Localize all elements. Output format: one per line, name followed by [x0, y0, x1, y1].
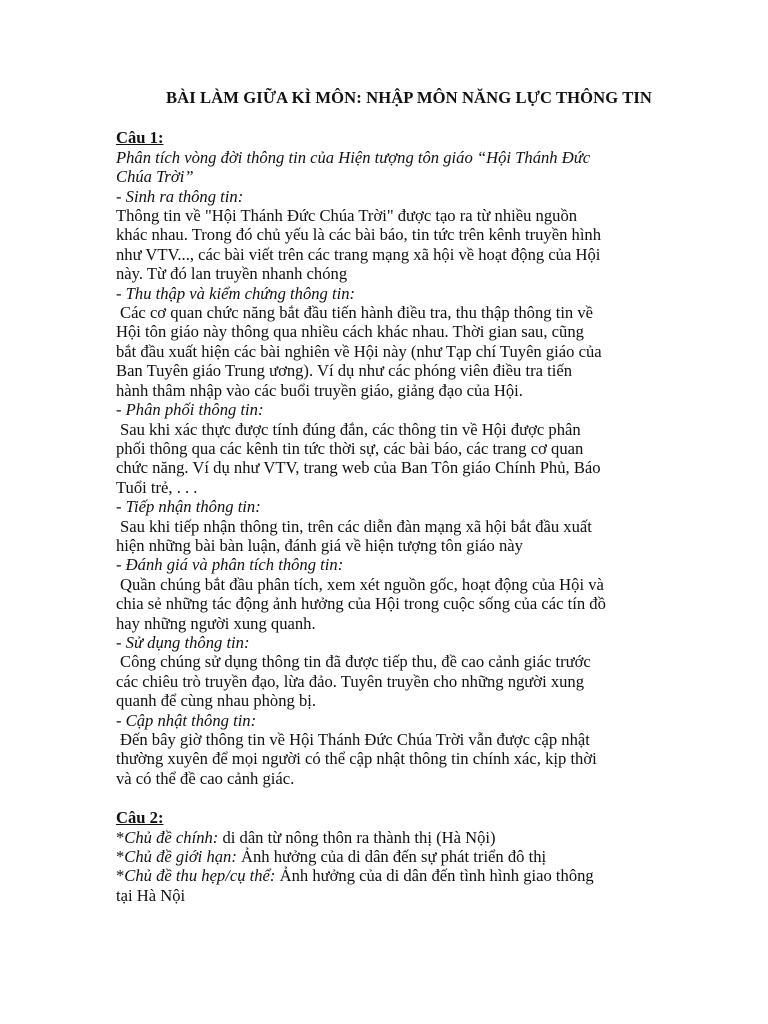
topic-line-main [116, 828, 672, 847]
paragraph-line: Sau khi tiếp nhận thông tin, trên các diễn đàn mạng xã hội bắt đầu xuất [120, 516, 592, 536]
paragraph-line: Ban Tuyên giáo Trung ương). Ví dụ như các phóng viên điều tra tiến [116, 361, 573, 381]
bullet-star: * [116, 827, 125, 847]
paragraph-line: chức năng. Ví dụ như VTV, trang web của Ban Tôn giáo Chính Phủ, Báo [116, 458, 601, 478]
paragraph-line: bắt đầu xuất hiện các bài nghiên về Hội này (như Tạp chí Tuyên giáo của [116, 341, 602, 361]
topic-text: Ảnh hưởng của di dân đến tình hình giao thông [275, 866, 594, 886]
paragraph-line: này. Từ đó lan truyền nhanh chóng [116, 264, 348, 284]
section-title: - Cập nhật thông tin: [116, 710, 257, 730]
paragraph-line: hành thâm nhập vào các buổi truyền giáo, giảng đạo của Hội. [116, 380, 523, 400]
spacer [116, 788, 672, 808]
topic-label: Chủ đề giới hạn: [124, 847, 237, 867]
paragraph-line: tại Hà Nội [116, 885, 186, 905]
section-title: - Sinh ra thông tin: [116, 186, 244, 206]
document-title: BÀI LÀM GIỮA KÌ MÔN: NHẬP MÔN NĂNG LỰC THÔNG TIN [165, 88, 653, 107]
topic-text: Ảnh hưởng của di dân đến sự phát triển đô thị [236, 847, 547, 867]
topic-line-limited [116, 847, 672, 866]
paragraph-line: như VTV..., các bài viết trên các trang mạng xã hội về hoạt động của Hội [116, 244, 601, 264]
paragraph-line: Các cơ quan chức năng bắt đầu tiến hành điều tra, thu thập thông tin về [120, 303, 594, 323]
paragraph-line: phối thông qua các kênh tin tức thời sự, các bài báo, các trang cơ quan [116, 438, 584, 458]
section-title: - Phân phối thông tin: [116, 400, 264, 420]
question-1-prompt-line: Chúa Trời” [116, 167, 194, 187]
section-title: - Thu thập và kiểm chứng thông tin: [116, 283, 356, 303]
bullet-star: * [116, 866, 125, 886]
question-2-heading: Câu 2: [116, 808, 164, 828]
section-title: - Đánh giá và phân tích thông tin: [116, 555, 344, 575]
paragraph-line: khác nhau. Trong đó chủ yếu là các bài báo, tin tức trên kênh truyền hình [116, 225, 602, 245]
paragraph-line: Công chúng sử dụng thông tin đã được tiếp thu, đề cao cảnh giác trước [120, 652, 591, 672]
question-1 [116, 128, 672, 788]
paragraph-line: thường xuyên để mọi người có thể cập nhật thông tin chính xác, kịp thời [116, 749, 597, 769]
paragraph-line: chia sẻ những tác động ảnh hưởng của Hội trong cuộc sống của các tín đồ [116, 594, 606, 614]
question-1-heading: Câu 1: [116, 128, 164, 148]
question-2 [116, 808, 672, 905]
topic-text: di dân từ nông thôn ra thành thị (Hà Nội) [218, 827, 496, 847]
section-title: - Sử dụng thông tin: [116, 632, 250, 652]
paragraph-line: Sau khi xác thực được tính đúng đắn, các thông tin về Hội được phân [120, 419, 581, 439]
question-1-prompt-line: Phân tích vòng đời thông tin của Hiện tượng tôn giáo “Hội Thánh Đức [116, 147, 591, 167]
topic-label: Chủ đề chính: [124, 827, 219, 847]
paragraph-line: và có thể đề cao cảnh giác. [116, 768, 295, 788]
paragraph-line: các chiêu trò truyền đạo, lừa đảo. Tuyên truyền cho những người xung [116, 671, 585, 691]
paragraph-line: Quần chúng bắt đầu phân tích, xem xét nguồn gốc, hoạt động của Hội và [120, 574, 604, 594]
topic-label: Chủ đề thu hẹp/cụ thể: [124, 866, 276, 886]
paragraph-line: hay những người xung quanh. [116, 613, 316, 633]
bullet-star: * [116, 847, 125, 867]
paragraph-line: Tuổi trẻ, . . . [116, 477, 198, 497]
section-title: - Tiếp nhận thông tin: [116, 497, 261, 517]
paragraph-line: Hội tôn giáo này thông qua nhiều cách khác nhau. Thời gian sau, cũng [116, 322, 584, 342]
paragraph-line: quanh để cùng nhau phòng bị. [116, 691, 317, 711]
topic-line-specific [116, 866, 672, 885]
paragraph-line: Thông tin về "Hội Thánh Đức Chúa Trời" được tạo ra từ nhiều nguồn [116, 206, 578, 226]
paragraph-line: Đến bây giờ thông tin về Hội Thánh Đức Chúa Trời vẫn được cập nhật [120, 730, 590, 749]
paragraph-line: hiện những bài bàn luận, đánh giá về hiện tượng tôn giáo này [116, 535, 523, 555]
